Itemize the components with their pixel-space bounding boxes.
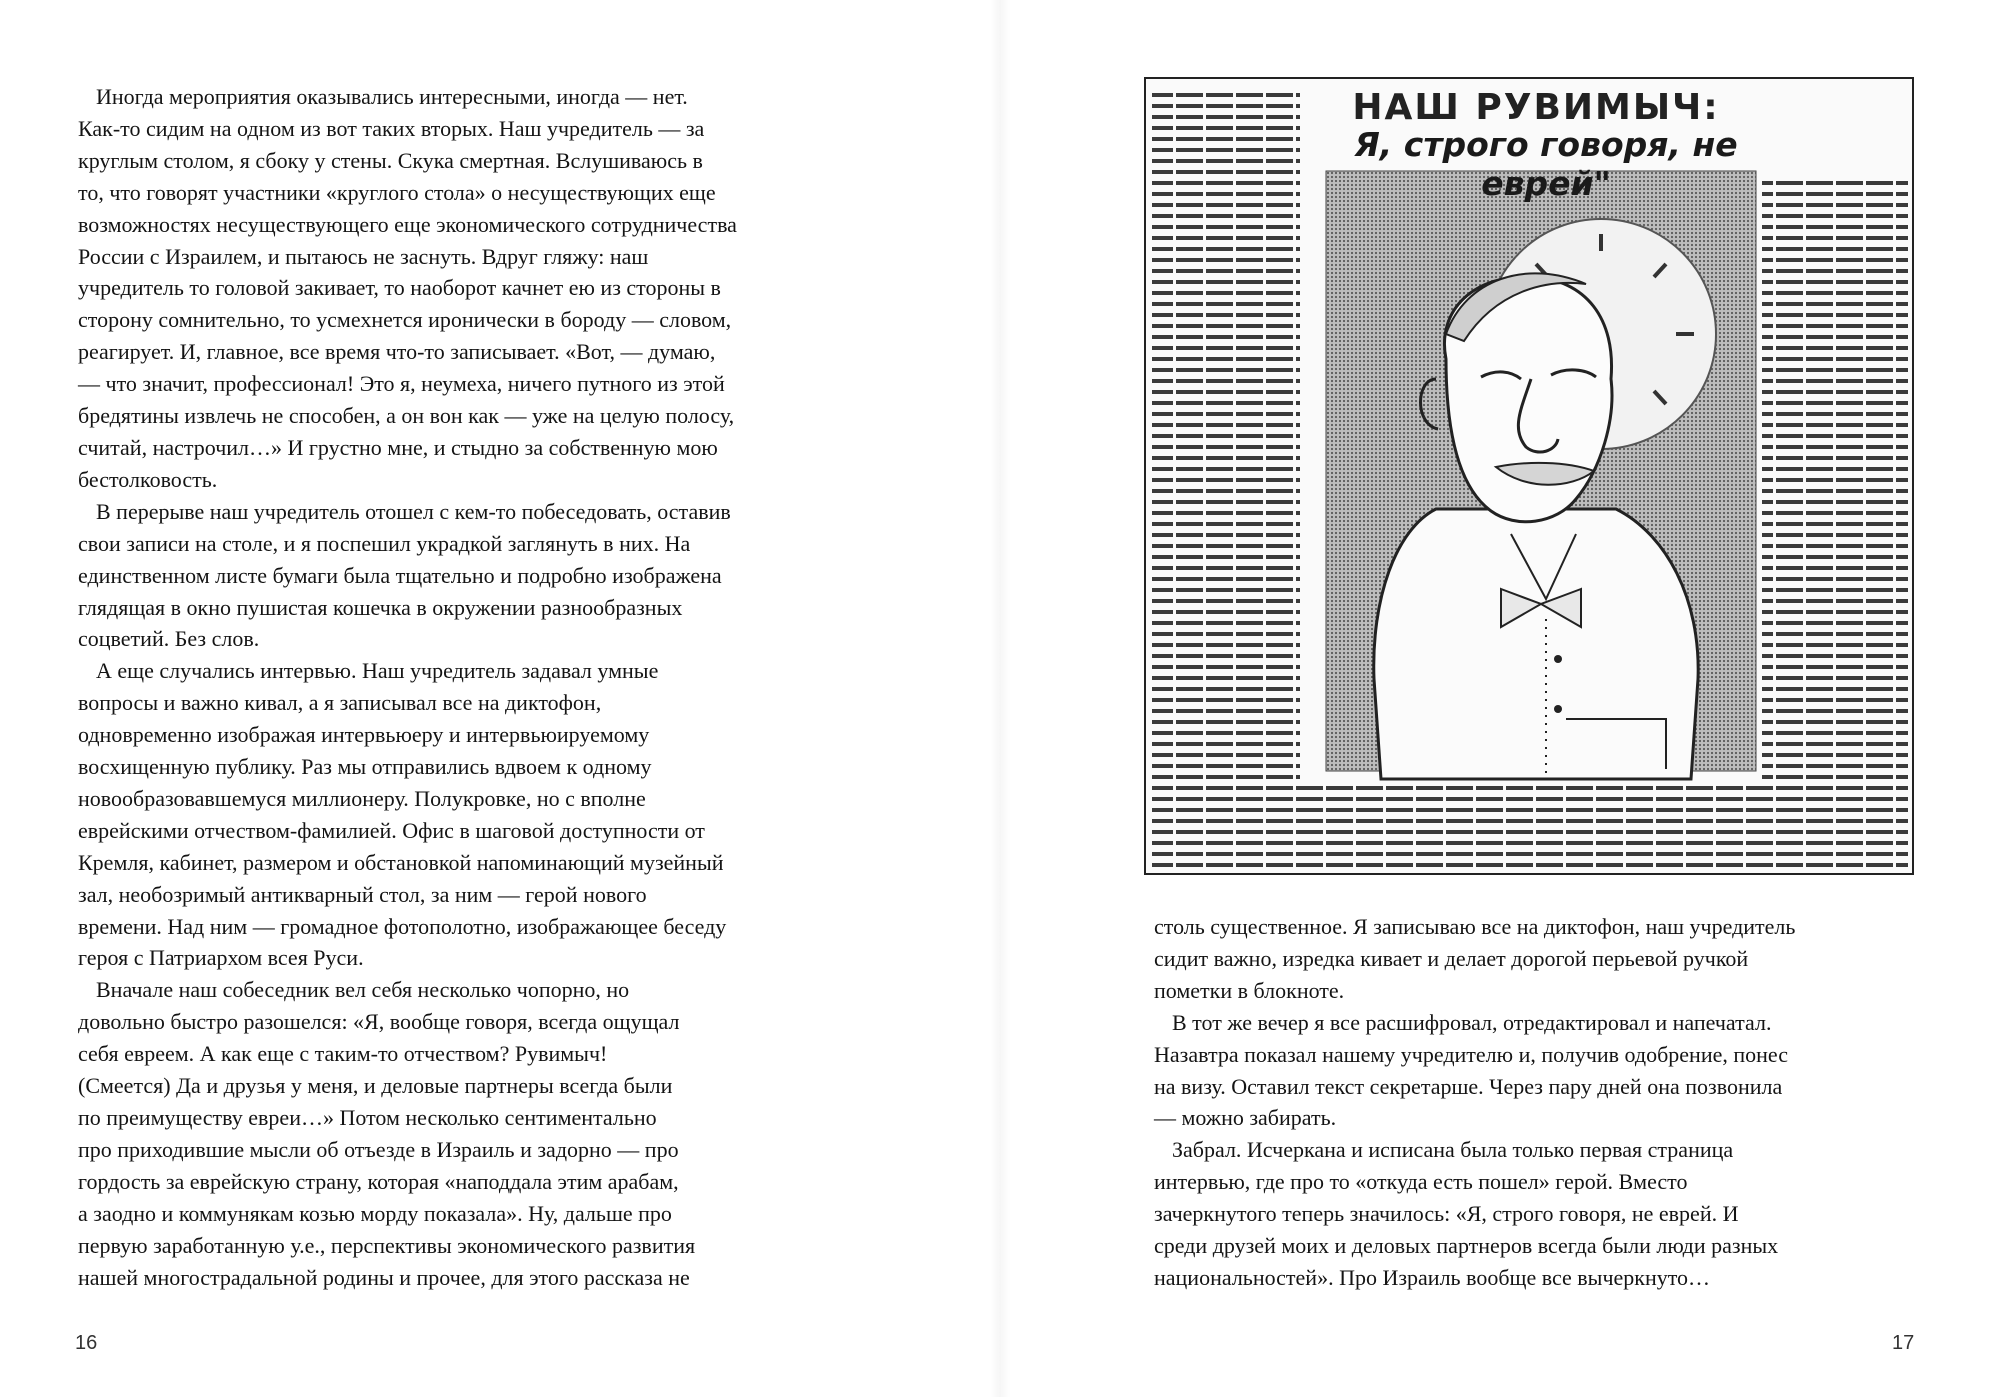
- left-page-text: [78, 81, 858, 1293]
- text-line: бестолковость.: [78, 466, 218, 492]
- text-line: А еще случались интервью. Наш учредитель задавал умные: [96, 658, 659, 684]
- right-page: [1000, 0, 2000, 1397]
- text-line: сторону сомнительно, то усмехнется иронически в бороду — словом,: [78, 307, 732, 333]
- text-line: гордость за еврейскую страну, которая «наподдала этим арабам,: [78, 1168, 679, 1194]
- text-line: единственном листе бумаги была тщательно и подробно изображена: [78, 562, 722, 588]
- text-line: столь существенное. Я записываю все на диктофон, наш учредитель: [1154, 914, 1796, 939]
- text-line: возможностях несуществующего еще экономического сотрудничества: [78, 211, 737, 237]
- text-line: Кремля, кабинет, размером и обстановкой напоминающий музейный: [78, 849, 724, 875]
- newsprint-column-left: [1152, 87, 1300, 867]
- text-line: зал, необозримый антикварный стол, за ним — герой нового: [78, 881, 647, 907]
- text-line: на визу. Оставил текст секретарше. Через пару дней она позвонила: [1154, 1073, 1783, 1099]
- text-line: вопросы и важно кивал, а я записывал все на диктофон,: [78, 690, 602, 716]
- text-line: первую заработанную у.е., перспективы экономического развития: [78, 1232, 696, 1258]
- paragraph: [78, 496, 858, 656]
- paragraph: [1154, 911, 1944, 1007]
- text-line: свои записи на столе, и я поспешил украдкой заглянуть в них. На: [78, 530, 691, 556]
- paragraph: [1154, 1007, 1944, 1135]
- text-line: реагирует. И, главное, все время что-то записывает. «Вот, — думаю,: [78, 339, 716, 365]
- text-line: нашей многострадальной родины и прочее, для этого рассказа не: [78, 1264, 690, 1290]
- text-line: — можно забирать.: [1154, 1105, 1337, 1131]
- text-line: Иногда мероприятия оказывались интересными, иногда — нет.: [96, 84, 688, 109]
- paragraph: [78, 974, 858, 1293]
- paragraph: [78, 655, 858, 974]
- text-line: сидит важно, изредка кивает и делает дорогой перьевой ручкой: [1154, 945, 1749, 971]
- paragraph: [1154, 1134, 1944, 1294]
- newsprint-column-right: [1762, 174, 1908, 867]
- text-line: круглым столом, я сбоку у стены. Скука смертная. Вслушиваюсь в: [78, 147, 703, 173]
- text-line: еврейскими отчеством-фамилией. Офис в шаговой доступности от: [78, 817, 705, 843]
- text-line: довольно быстро разошелся: «Я, вообще говоря, всегда ощущал: [78, 1009, 680, 1035]
- text-line: Забрал. Исчеркана и исписана была только первая страница: [1172, 1137, 1734, 1163]
- text-line: учредитель то головой закивает, то наоборот качнет ею из стороны в: [78, 275, 721, 301]
- caricature-illustration: [1144, 77, 1914, 875]
- text-line: одновременно изображая интервьюеру и интервьюируемому: [78, 722, 650, 748]
- text-line: В тот же вечер я все расшифровал, отредактировал и напечатал.: [1172, 1009, 1772, 1035]
- text-line: восхищенную публику. Раз мы отправились вдвоем к одному: [78, 754, 652, 780]
- text-line: В перерыве наш учредитель отошел с кем-то побеседовать, оставив: [96, 498, 731, 524]
- text-line: интервью, где про то «откуда есть пошел» герой. Вместо: [1154, 1169, 1688, 1195]
- page-number-left: 16: [75, 1332, 98, 1354]
- text-line: а заодно и коммунякам козью морду показала». Ну, дальше про: [78, 1200, 672, 1226]
- text-line: Как-то сидим на одном из вот таких вторых. Наш учредитель — за: [78, 115, 705, 141]
- text-line: бредятины извлечь не способен, а он вон как — уже на целую полосу,: [78, 403, 735, 429]
- text-line: среди друзей моих и деловых партнеров всегда были люди разных: [1154, 1233, 1779, 1259]
- text-line: (Смеется) Да и друзья у меня, и деловые партнеры всегда были: [78, 1073, 673, 1099]
- text-line: глядящая в окно пушистая кошечка в окружении разнообразных: [78, 594, 683, 620]
- text-line: героя с Патриархом всея Руси.: [78, 945, 364, 971]
- text-line: России с Израилем, и пытаюсь не заснуть. Вдруг гляжу: наш: [78, 243, 649, 269]
- text-line: новообразовавшемуся миллионеру. Полукровке, но с вполне: [78, 785, 646, 811]
- text-line: считай, настрочил…» И грустно мне, и стыдно за собственную мою: [78, 434, 718, 460]
- text-line: соцветий. Без слов.: [78, 626, 260, 652]
- text-line: национальностей». Про Израиль вообще все вычеркнуто…: [1154, 1264, 1711, 1290]
- paragraph: [78, 81, 858, 496]
- text-line: себя евреем. А как еще с таким-то отчеством? Рувимыч!: [78, 1041, 608, 1067]
- newsprint-bottom: [1296, 779, 1766, 869]
- page-number-right: 17: [1892, 1332, 1915, 1354]
- right-page-text: [1154, 911, 1944, 1294]
- illustration-subtitle: Я, строго говоря, не еврей": [1354, 125, 1738, 203]
- text-line: то, что говорят участники «круглого стола» о несуществующих еще: [78, 179, 716, 205]
- text-line: по преимуществу евреи…» Потом несколько сентиментально: [78, 1105, 657, 1130]
- text-line: про приходившие мысли об отъезде в Израиль и задорно — про: [78, 1136, 679, 1162]
- text-line: Вначале наш собеседник вел себя несколько чопорно, но: [96, 977, 630, 1003]
- jacket: [1374, 509, 1698, 779]
- text-line: — что значит, профессионал! Это я, неумеха, ничего путного из этой: [78, 371, 725, 397]
- text-line: пометки в блокноте.: [1154, 977, 1345, 1003]
- text-line: времени. Над ним — громадное фотополотно, изображающее беседу: [78, 913, 727, 939]
- illustration-title: НАШ РУВИМЫЧ:: [1352, 87, 1720, 128]
- text-line: Назавтра показал нашему учредителю и, получив одобрение, понес: [1154, 1041, 1788, 1067]
- text-line: зачеркнутого теперь значилось: «Я, строго говоря, не еврей. И: [1154, 1201, 1739, 1227]
